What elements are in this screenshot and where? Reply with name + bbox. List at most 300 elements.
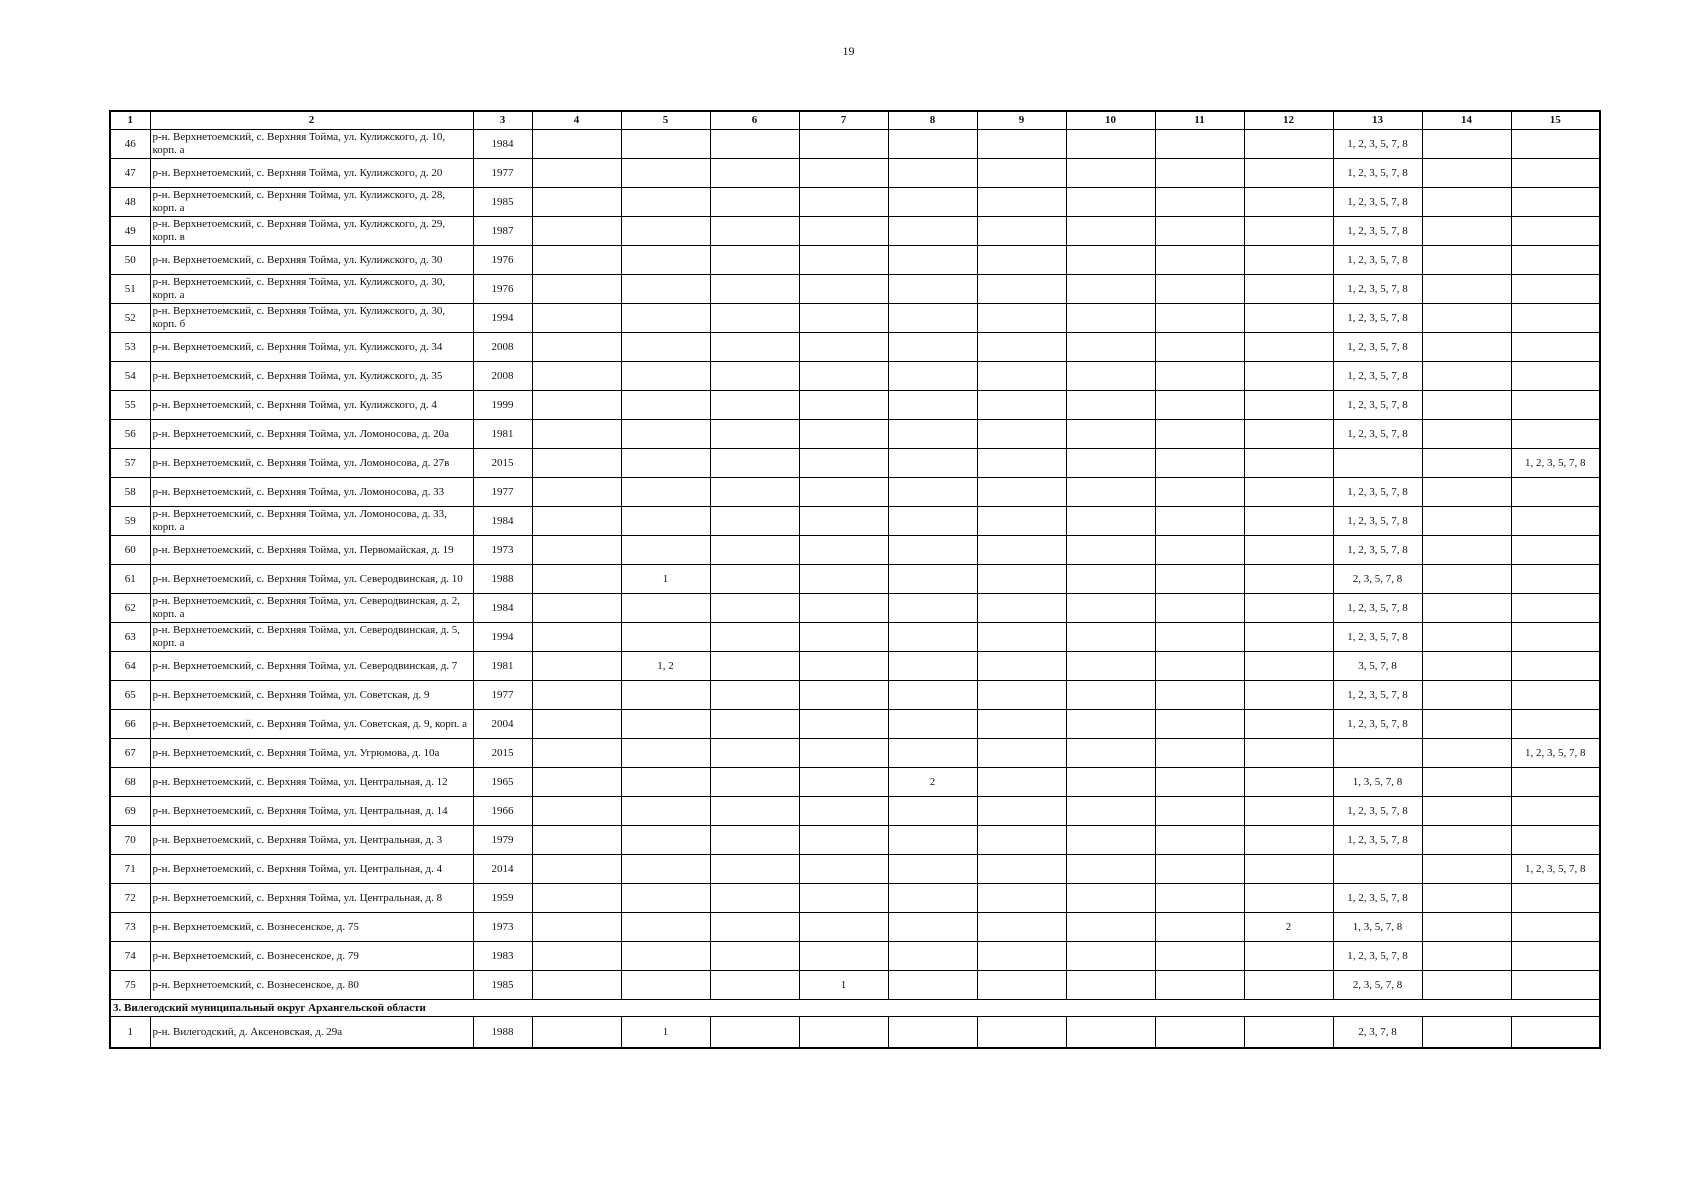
table-cell — [621, 420, 710, 449]
table-cell — [799, 333, 888, 362]
table-cell — [888, 449, 977, 478]
table-cell: 1, 2, 3, 5, 7, 8 — [1333, 333, 1422, 362]
table-cell: 1985 — [473, 971, 532, 1000]
table-cell — [1244, 1017, 1333, 1049]
table-cell — [799, 594, 888, 623]
table-cell: 1, 2, 3, 5, 7, 8 — [1333, 478, 1422, 507]
table-cell: 1, 2, 3, 5, 7, 8 — [1333, 884, 1422, 913]
table-cell: р-н. Верхнетоемский, с. Верхняя Тойма, ул. Ломоносова, д. 33 — [150, 478, 473, 507]
table-cell — [977, 971, 1066, 1000]
table-row — [110, 681, 1600, 710]
table-cell: 2008 — [473, 362, 532, 391]
table-cell: р-н. Верхнетоемский, с. Верхняя Тойма, ул. Кулижского, д. 10, корп. а — [150, 130, 473, 159]
table-row — [110, 826, 1600, 855]
column-header: 13 — [1333, 111, 1422, 130]
table-cell: 1 — [799, 971, 888, 1000]
table-cell — [1422, 275, 1511, 304]
table-row — [110, 594, 1600, 623]
table-cell — [888, 304, 977, 333]
table-row — [110, 855, 1600, 884]
table-cell: 74 — [110, 942, 150, 971]
table-cell — [710, 420, 799, 449]
table-cell: 1, 2, 3, 5, 7, 8 — [1333, 159, 1422, 188]
table-cell — [1244, 449, 1333, 478]
table-cell — [799, 913, 888, 942]
table-cell — [710, 884, 799, 913]
table-row — [110, 275, 1600, 304]
table-cell — [1155, 565, 1244, 594]
table-cell — [1511, 362, 1600, 391]
table-cell — [621, 304, 710, 333]
table-cell — [621, 478, 710, 507]
table-cell — [621, 710, 710, 739]
table-cell: р-н. Верхнетоемский, с. Верхняя Тойма, ул. Угрюмова, д. 10а — [150, 739, 473, 768]
table-cell: 1, 2, 3, 5, 7, 8 — [1333, 130, 1422, 159]
table-cell — [888, 478, 977, 507]
table-cell — [532, 304, 621, 333]
table-cell — [1066, 884, 1155, 913]
table-cell — [1155, 623, 1244, 652]
table-row — [110, 652, 1600, 681]
table-cell — [888, 362, 977, 391]
table-cell — [1422, 884, 1511, 913]
table-cell — [1244, 420, 1333, 449]
table-cell — [621, 768, 710, 797]
column-header: 4 — [532, 111, 621, 130]
column-header: 11 — [1155, 111, 1244, 130]
table-cell — [532, 246, 621, 275]
table-cell: р-н. Верхнетоемский, с. Верхняя Тойма, ул. Центральная, д. 4 — [150, 855, 473, 884]
table-cell: 1985 — [473, 188, 532, 217]
table-cell — [1511, 594, 1600, 623]
table-cell — [1155, 884, 1244, 913]
table-cell — [710, 246, 799, 275]
table-cell: р-н. Верхнетоемский, с. Верхняя Тойма, ул. Советская, д. 9 — [150, 681, 473, 710]
table-cell — [1155, 420, 1244, 449]
table-cell — [799, 275, 888, 304]
table-cell — [799, 1017, 888, 1049]
table-cell — [710, 681, 799, 710]
table-cell — [1066, 913, 1155, 942]
table-cell — [888, 188, 977, 217]
table-cell — [799, 362, 888, 391]
table-cell — [888, 565, 977, 594]
table-cell — [1155, 942, 1244, 971]
table-cell: 55 — [110, 391, 150, 420]
table-cell — [1155, 188, 1244, 217]
table-cell — [1422, 797, 1511, 826]
header-row — [110, 111, 1600, 130]
table-cell — [1422, 333, 1511, 362]
table-cell — [977, 217, 1066, 246]
table-cell — [1066, 942, 1155, 971]
section-row — [110, 1000, 1600, 1017]
table-cell — [1422, 739, 1511, 768]
table-row — [110, 420, 1600, 449]
table-cell — [1244, 536, 1333, 565]
table-cell — [532, 391, 621, 420]
table-cell — [799, 159, 888, 188]
table-cell — [977, 884, 1066, 913]
table-cell: р-н. Верхнетоемский, с. Верхняя Тойма, ул. Кулижского, д. 28, корп. а — [150, 188, 473, 217]
table-cell — [799, 623, 888, 652]
table-cell — [1244, 246, 1333, 275]
table-cell — [710, 478, 799, 507]
table-cell: р-н. Верхнетоемский, с. Верхняя Тойма, ул. Кулижского, д. 30 — [150, 246, 473, 275]
table-cell — [621, 739, 710, 768]
table-cell — [1511, 942, 1600, 971]
table-cell — [710, 159, 799, 188]
table-cell: 62 — [110, 594, 150, 623]
table-cell: 56 — [110, 420, 150, 449]
table-cell — [1422, 942, 1511, 971]
table-cell: 57 — [110, 449, 150, 478]
table-cell: 1, 3, 5, 7, 8 — [1333, 768, 1422, 797]
table-cell: 46 — [110, 130, 150, 159]
table-cell — [977, 449, 1066, 478]
table-cell — [1244, 217, 1333, 246]
table-cell — [799, 507, 888, 536]
table-row — [110, 942, 1600, 971]
table-cell — [1422, 594, 1511, 623]
table-cell — [532, 536, 621, 565]
table-cell — [1422, 623, 1511, 652]
table-cell — [621, 826, 710, 855]
table-cell — [532, 333, 621, 362]
table-cell — [888, 594, 977, 623]
table-cell — [1155, 159, 1244, 188]
table-cell — [1155, 507, 1244, 536]
table-cell — [799, 855, 888, 884]
table-cell — [1244, 188, 1333, 217]
table-cell — [532, 159, 621, 188]
table-cell — [532, 449, 621, 478]
table-cell — [1244, 391, 1333, 420]
table-cell — [799, 478, 888, 507]
table-cell — [799, 565, 888, 594]
table-cell — [1066, 333, 1155, 362]
table-cell: р-н. Верхнетоемский, с. Верхняя Тойма, ул. Кулижского, д. 35 — [150, 362, 473, 391]
table-cell — [977, 159, 1066, 188]
table-cell — [1066, 130, 1155, 159]
table-cell: 1973 — [473, 536, 532, 565]
table-cell — [1066, 275, 1155, 304]
table-cell — [1155, 739, 1244, 768]
table-cell — [621, 594, 710, 623]
table-cell: 1984 — [473, 594, 532, 623]
table-cell — [1066, 478, 1155, 507]
table-cell — [888, 884, 977, 913]
table-cell — [799, 826, 888, 855]
table-cell: 1, 2, 3, 5, 7, 8 — [1333, 623, 1422, 652]
table-row — [110, 362, 1600, 391]
table-cell: 70 — [110, 826, 150, 855]
table-cell — [977, 420, 1066, 449]
column-header: 5 — [621, 111, 710, 130]
table-cell: 2 — [888, 768, 977, 797]
table-cell: 1, 2, 3, 5, 7, 8 — [1333, 710, 1422, 739]
table-cell — [1066, 826, 1155, 855]
table-cell — [621, 449, 710, 478]
table-cell — [1066, 217, 1155, 246]
table-cell — [1155, 275, 1244, 304]
table-cell: р-н. Верхнетоемский, с. Верхняя Тойма, ул. Кулижского, д. 4 — [150, 391, 473, 420]
table-cell — [1244, 130, 1333, 159]
table-cell: 1977 — [473, 159, 532, 188]
table-cell — [1511, 826, 1600, 855]
table-cell: 1981 — [473, 652, 532, 681]
table-cell — [710, 623, 799, 652]
table-cell: р-н. Верхнетоемский, с. Вознесенское, д. 79 — [150, 942, 473, 971]
table-cell — [1244, 623, 1333, 652]
table-cell: 1979 — [473, 826, 532, 855]
column-header: 9 — [977, 111, 1066, 130]
table-cell — [1066, 768, 1155, 797]
table-cell — [1066, 710, 1155, 739]
table-cell: 61 — [110, 565, 150, 594]
table-cell — [621, 971, 710, 1000]
table-cell — [1244, 507, 1333, 536]
table-cell — [888, 623, 977, 652]
table-cell — [710, 536, 799, 565]
table-cell — [710, 826, 799, 855]
table-cell — [1511, 884, 1600, 913]
table-cell — [1244, 884, 1333, 913]
table-cell — [621, 275, 710, 304]
table-cell — [977, 507, 1066, 536]
table-cell: 1, 2, 3, 5, 7, 8 — [1333, 536, 1422, 565]
table-cell: 51 — [110, 275, 150, 304]
table-cell — [1511, 768, 1600, 797]
table-cell — [799, 710, 888, 739]
table-cell: 67 — [110, 739, 150, 768]
table-cell: 1, 2, 3, 5, 7, 8 — [1333, 362, 1422, 391]
table-cell — [710, 565, 799, 594]
table-cell: 52 — [110, 304, 150, 333]
table-cell — [710, 739, 799, 768]
table-cell — [1066, 594, 1155, 623]
table-cell — [1066, 420, 1155, 449]
table-cell: р-н. Верхнетоемский, с. Верхняя Тойма, ул. Ломоносова, д. 33, корп. а — [150, 507, 473, 536]
table-cell — [1244, 739, 1333, 768]
table-cell: 1, 2, 3, 5, 7, 8 — [1333, 275, 1422, 304]
table-cell: р-н. Верхнетоемский, с. Верхняя Тойма, ул. Кулижского, д. 30, корп. а — [150, 275, 473, 304]
table-cell — [532, 913, 621, 942]
table-cell: 2014 — [473, 855, 532, 884]
table-cell — [532, 797, 621, 826]
page-number: 19 — [842, 44, 855, 58]
table-cell — [888, 333, 977, 362]
table-cell — [710, 913, 799, 942]
table-cell — [1066, 449, 1155, 478]
table-cell — [1422, 507, 1511, 536]
table-cell — [1066, 1017, 1155, 1049]
table-cell: 1, 3, 5, 7, 8 — [1333, 913, 1422, 942]
table-cell — [888, 681, 977, 710]
table-cell: 1, 2, 3, 5, 7, 8 — [1333, 826, 1422, 855]
table-cell: р-н. Верхнетоемский, с. Верхняя Тойма, ул. Кулижского, д. 29, корп. в — [150, 217, 473, 246]
table-cell — [1155, 130, 1244, 159]
table-cell: 1976 — [473, 246, 532, 275]
data-table — [109, 110, 1601, 1049]
table-cell: р-н. Верхнетоемский, с. Верхняя Тойма, ул. Кулижского, д. 34 — [150, 333, 473, 362]
table-cell — [977, 362, 1066, 391]
table-cell — [532, 681, 621, 710]
table-cell — [888, 217, 977, 246]
table-cell — [977, 333, 1066, 362]
table-cell: 1981 — [473, 420, 532, 449]
table-cell: 72 — [110, 884, 150, 913]
table-cell — [1066, 623, 1155, 652]
table-cell — [1155, 971, 1244, 1000]
column-header: 12 — [1244, 111, 1333, 130]
table-cell — [1066, 681, 1155, 710]
table-cell: 2004 — [473, 710, 532, 739]
table-cell — [1155, 217, 1244, 246]
table-cell: 1, 2, 3, 5, 7, 8 — [1333, 681, 1422, 710]
table-cell: 1 — [621, 1017, 710, 1049]
table-cell — [532, 420, 621, 449]
table-row — [110, 507, 1600, 536]
table-cell — [1066, 246, 1155, 275]
table-row — [110, 333, 1600, 362]
table-cell — [532, 739, 621, 768]
table-cell — [1155, 362, 1244, 391]
table-cell: р-н. Верхнетоемский, с. Вознесенское, д. 75 — [150, 913, 473, 942]
table-cell — [1066, 159, 1155, 188]
table-cell — [1422, 362, 1511, 391]
table-row — [110, 304, 1600, 333]
table-cell: 2015 — [473, 449, 532, 478]
table-cell — [1511, 275, 1600, 304]
table-cell: 2, 3, 7, 8 — [1333, 1017, 1422, 1049]
table-cell — [1155, 246, 1244, 275]
table-cell: р-н. Верхнетоемский, с. Верхняя Тойма, ул. Ломоносова, д. 27в — [150, 449, 473, 478]
table-cell: 63 — [110, 623, 150, 652]
table-cell: 1994 — [473, 304, 532, 333]
column-header: 14 — [1422, 111, 1511, 130]
table-cell — [1244, 478, 1333, 507]
table-cell — [1066, 565, 1155, 594]
table-cell: 1 — [621, 565, 710, 594]
table-cell — [977, 739, 1066, 768]
table-cell — [1511, 391, 1600, 420]
table-cell — [1511, 971, 1600, 1000]
table-cell — [888, 913, 977, 942]
table-cell: 1965 — [473, 768, 532, 797]
table-cell — [710, 1017, 799, 1049]
table-cell — [621, 130, 710, 159]
table-cell — [532, 362, 621, 391]
table-cell — [1244, 681, 1333, 710]
table-cell: 1 — [110, 1017, 150, 1049]
table-cell: р-н. Верхнетоемский, с. Верхняя Тойма, ул. Ломоносова, д. 20а — [150, 420, 473, 449]
table-cell: 1, 2, 3, 5, 7, 8 — [1333, 942, 1422, 971]
table-cell — [1155, 449, 1244, 478]
table-cell — [710, 362, 799, 391]
table-cell: 1, 2, 3, 5, 7, 8 — [1333, 246, 1422, 275]
table-cell — [1066, 855, 1155, 884]
table-cell — [710, 971, 799, 1000]
table-cell — [1155, 710, 1244, 739]
table-cell: 71 — [110, 855, 150, 884]
table-cell — [1422, 710, 1511, 739]
column-header: 3 — [473, 111, 532, 130]
table-cell — [621, 217, 710, 246]
table-cell — [799, 188, 888, 217]
table-cell — [977, 710, 1066, 739]
table-cell — [799, 391, 888, 420]
table-cell — [1244, 275, 1333, 304]
table-cell — [1155, 478, 1244, 507]
table-cell: 50 — [110, 246, 150, 275]
table-cell — [888, 1017, 977, 1049]
table-cell: 58 — [110, 478, 150, 507]
table-cell — [1066, 652, 1155, 681]
table-cell — [1155, 1017, 1244, 1049]
table-cell: 1, 2, 3, 5, 7, 8 — [1333, 304, 1422, 333]
table-cell — [621, 855, 710, 884]
table-row — [110, 217, 1600, 246]
table-cell — [1244, 855, 1333, 884]
table-cell — [710, 710, 799, 739]
table-row — [110, 565, 1600, 594]
table-cell — [977, 797, 1066, 826]
table-cell — [799, 768, 888, 797]
table-row — [110, 536, 1600, 565]
table-cell — [1422, 855, 1511, 884]
table-cell — [1422, 478, 1511, 507]
table-cell — [799, 130, 888, 159]
table-cell — [532, 275, 621, 304]
table-cell — [977, 913, 1066, 942]
table-cell — [977, 826, 1066, 855]
table-cell — [1511, 333, 1600, 362]
table-cell — [977, 942, 1066, 971]
table-cell — [1422, 565, 1511, 594]
table-cell — [977, 652, 1066, 681]
table-cell — [1155, 594, 1244, 623]
table-cell — [532, 623, 621, 652]
table-cell — [621, 362, 710, 391]
table-cell — [799, 536, 888, 565]
table-cell: 65 — [110, 681, 150, 710]
table-cell — [1244, 362, 1333, 391]
table-cell — [621, 333, 710, 362]
table-cell — [710, 594, 799, 623]
column-header: 8 — [888, 111, 977, 130]
table-cell: р-н. Верхнетоемский, с. Верхняя Тойма, ул. Советская, д. 9, корп. а — [150, 710, 473, 739]
table-cell: 1999 — [473, 391, 532, 420]
table-cell: 66 — [110, 710, 150, 739]
table-cell — [888, 652, 977, 681]
table-row — [110, 449, 1600, 478]
table-cell — [1244, 594, 1333, 623]
table-cell: 1, 2, 3, 5, 7, 8 — [1333, 420, 1422, 449]
table-cell — [1511, 246, 1600, 275]
table-cell — [710, 217, 799, 246]
table-cell — [977, 130, 1066, 159]
table-cell: 1, 2, 3, 5, 7, 8 — [1333, 797, 1422, 826]
table-cell: 47 — [110, 159, 150, 188]
table-cell: р-н. Верхнетоемский, с. Верхняя Тойма, ул. Северодвинская, д. 2, корп. а — [150, 594, 473, 623]
table-row — [110, 391, 1600, 420]
table-cell: 1, 2, 3, 5, 7, 8 — [1511, 449, 1600, 478]
table-cell: 1994 — [473, 623, 532, 652]
table-cell: 1988 — [473, 565, 532, 594]
table-cell: 60 — [110, 536, 150, 565]
table-cell — [799, 246, 888, 275]
